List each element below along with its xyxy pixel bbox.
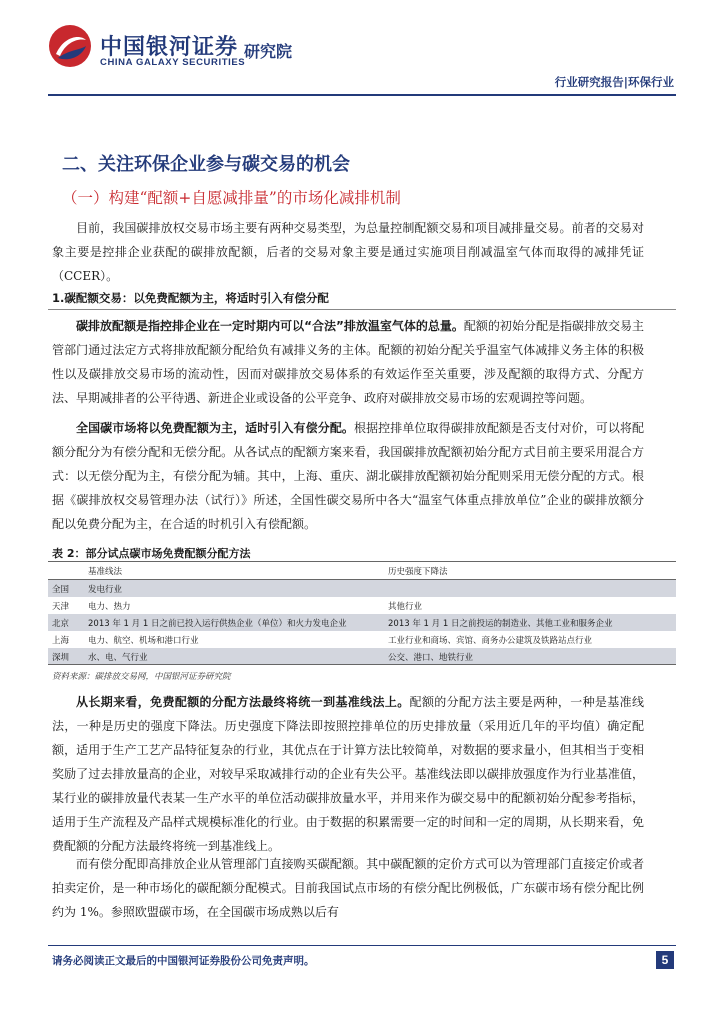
table-row xyxy=(48,580,676,598)
table-title: 表 2：部分试点碳市场免费配额分配方法 xyxy=(52,547,251,560)
brand-name-en: CHINA GALAXY SECURITIES xyxy=(100,57,246,68)
subheading-carbon-quota: 1.碳配额交易：以免费配额为主，将适时引入有偿分配 xyxy=(52,291,329,305)
table-source: 资料来源：碳排放交易网，中国银河证券研究院 xyxy=(52,672,231,682)
page-number: 5 xyxy=(656,951,674,969)
table-row xyxy=(48,614,676,631)
table-cell: 北京 xyxy=(48,614,84,631)
paragraph-paid-allocation: 而有偿分配即高排放企业从管理部门直接购买碳配额。其中碳配额的定价方式可以为管理部门直接定价或者拍卖定价，是一种市场化的碳配额分配模式。目前我国试点市场的有偿分配比例极低，广东碳市场有偿分配比例约为 1%。参照欧盟碳市场，在全国碳市场成熟以后有 xyxy=(52,857,644,919)
table-cell: 公交、港口、地铁行业 xyxy=(384,648,676,665)
table-cell: 2013 年 1 月 1 日之前投运的制造业、其他工业和服务企业 xyxy=(384,614,676,631)
brand-institute: 研究院 xyxy=(244,42,293,61)
table-header-cell xyxy=(48,562,84,580)
paragraph-lead: 全国碳市场将以免费配额为主，适时引入有偿分配。 xyxy=(76,421,354,435)
paragraph-lead: 从长期来看，免费配额的分配方法最终将统一到基准线法上。 xyxy=(76,695,410,709)
allocation-table xyxy=(48,562,676,665)
table-cell: 电力、热力 xyxy=(88,601,131,612)
header-divider xyxy=(48,94,676,96)
paragraph-body: 配额的分配方法主要是两种，一种是基准线法，一种是历史的强度下降法。历史强度下降法即按照控排单位的历史排放量（采用近几年的平均值）确定配额，适用于生产工艺产品特征复杂的行业，其优点在于计算方法比较简单，对数据的要求量小，但其相当于变相奖励了过去排放量高的企业，对较早采取减排行动的企业有失公平。基准线法即以碳排放强度作为行业基准值，某行业的碳排放量代表某一生产水平的单位活动碳排放量水平，并用来作为碳交易中的配额初始分配参考指标，适用于生产流程及产品样式规模标准化的行业。由于数据的积累需要一定的时间和一定的周期，从长期来看，免费配额的分配方法最终将统一到基准线上。 xyxy=(52,695,644,853)
table-cell: 天津 xyxy=(52,601,70,612)
table-header-row xyxy=(48,562,676,580)
table-cell: 电力、航空、机场和港口行业 xyxy=(88,635,199,646)
paragraph-lead: 碳排放配额是指控排企业在一定时期内可以“合法”排放温室气体的总量。 xyxy=(76,319,464,333)
paragraph-baseline-method xyxy=(52,690,644,858)
table-cell: 其他行业 xyxy=(388,601,423,612)
galaxy-logo-icon xyxy=(48,24,92,68)
paragraph-free-allocation xyxy=(52,416,644,536)
table-cell: 工业行业和商场、宾馆、商务办公建筑及铁路站点行业 xyxy=(388,635,593,646)
table-cell: 发电行业 xyxy=(84,580,384,598)
table-cell: 上海 xyxy=(52,635,70,646)
table-row xyxy=(48,631,676,648)
paragraph-body: 配额的初始分配是指碳排放交易主管部门通过法定方式将排放配额分配给负有减排义务的主体。配额的初始分配关乎温室气体减排义务主体的积极性以及碳排放交易市场的流动性，因而对碳排放交易体系的有效运作至关重要，涉及配额的取得方式、分配方法、早期减排者的公平待遇、新进企业或设备的公平竞争、政府对碳排放交易市场的宏观调控等问题。 xyxy=(52,319,644,405)
table-header-cell: 基准线法 xyxy=(84,562,384,580)
intro-paragraph: 目前，我国碳排放权交易市场主要有两种交易类型，为总量控制配额交易和项目减排量交易。前者的交易对象主要是控排企业获配的碳排放配额，后者的交易对象主要是通过实施项目削减温室气体而取得的减排凭证（CCER）。 xyxy=(52,221,644,283)
footer-divider xyxy=(48,945,676,946)
subheading-divider xyxy=(48,309,676,310)
brand-name-cn: 中国银河证券 xyxy=(100,35,239,60)
table-cell: 水、电、气行业 xyxy=(84,648,384,665)
table-header-cell: 历史强度下降法 xyxy=(384,562,676,580)
table-cell: 深圳 xyxy=(48,648,84,665)
paragraph-body: 根据控排单位取得碳排放配额是否支付对价，可以将配额分配分为有偿分配和无偿分配。从各试点的配额方案来看，我国碳排放配额初始分配方式目前主要采用混合方式：以无偿分配为主，有偿分配为辅。其中，上海、重庆、湖北碳排放配额初始分配则采用无偿分配的方式。根据《碳排放权交易管理办法（试行）》所述，全国性碳交易所中各大“温室气体重点排放单位”企业的碳排放额分配以免费分配为主，在合适的时机引入有偿配额。 xyxy=(52,421,644,531)
paragraph-quota-definition xyxy=(52,314,644,410)
section-subtitle: （一）构建“配额+自愿减排量”的市场化减排机制 xyxy=(62,189,401,207)
table-bottom-rule xyxy=(48,664,676,665)
table-cell: 全国 xyxy=(48,580,84,598)
footer-disclaimer: 请务必阅读正文最后的中国银河证券股份公司免责声明。 xyxy=(52,955,315,967)
table-cell xyxy=(384,580,676,598)
report-type: 行业研究报告|环保行业 xyxy=(554,75,674,89)
table-row xyxy=(48,597,676,614)
table-row xyxy=(48,648,676,665)
table-cell: 2013 年 1 月 1 日之前已投入运行供热企业（单位）和火力发电企业 xyxy=(84,614,384,631)
section-title: 二、关注环保企业参与碳交易的机会 xyxy=(62,154,350,175)
